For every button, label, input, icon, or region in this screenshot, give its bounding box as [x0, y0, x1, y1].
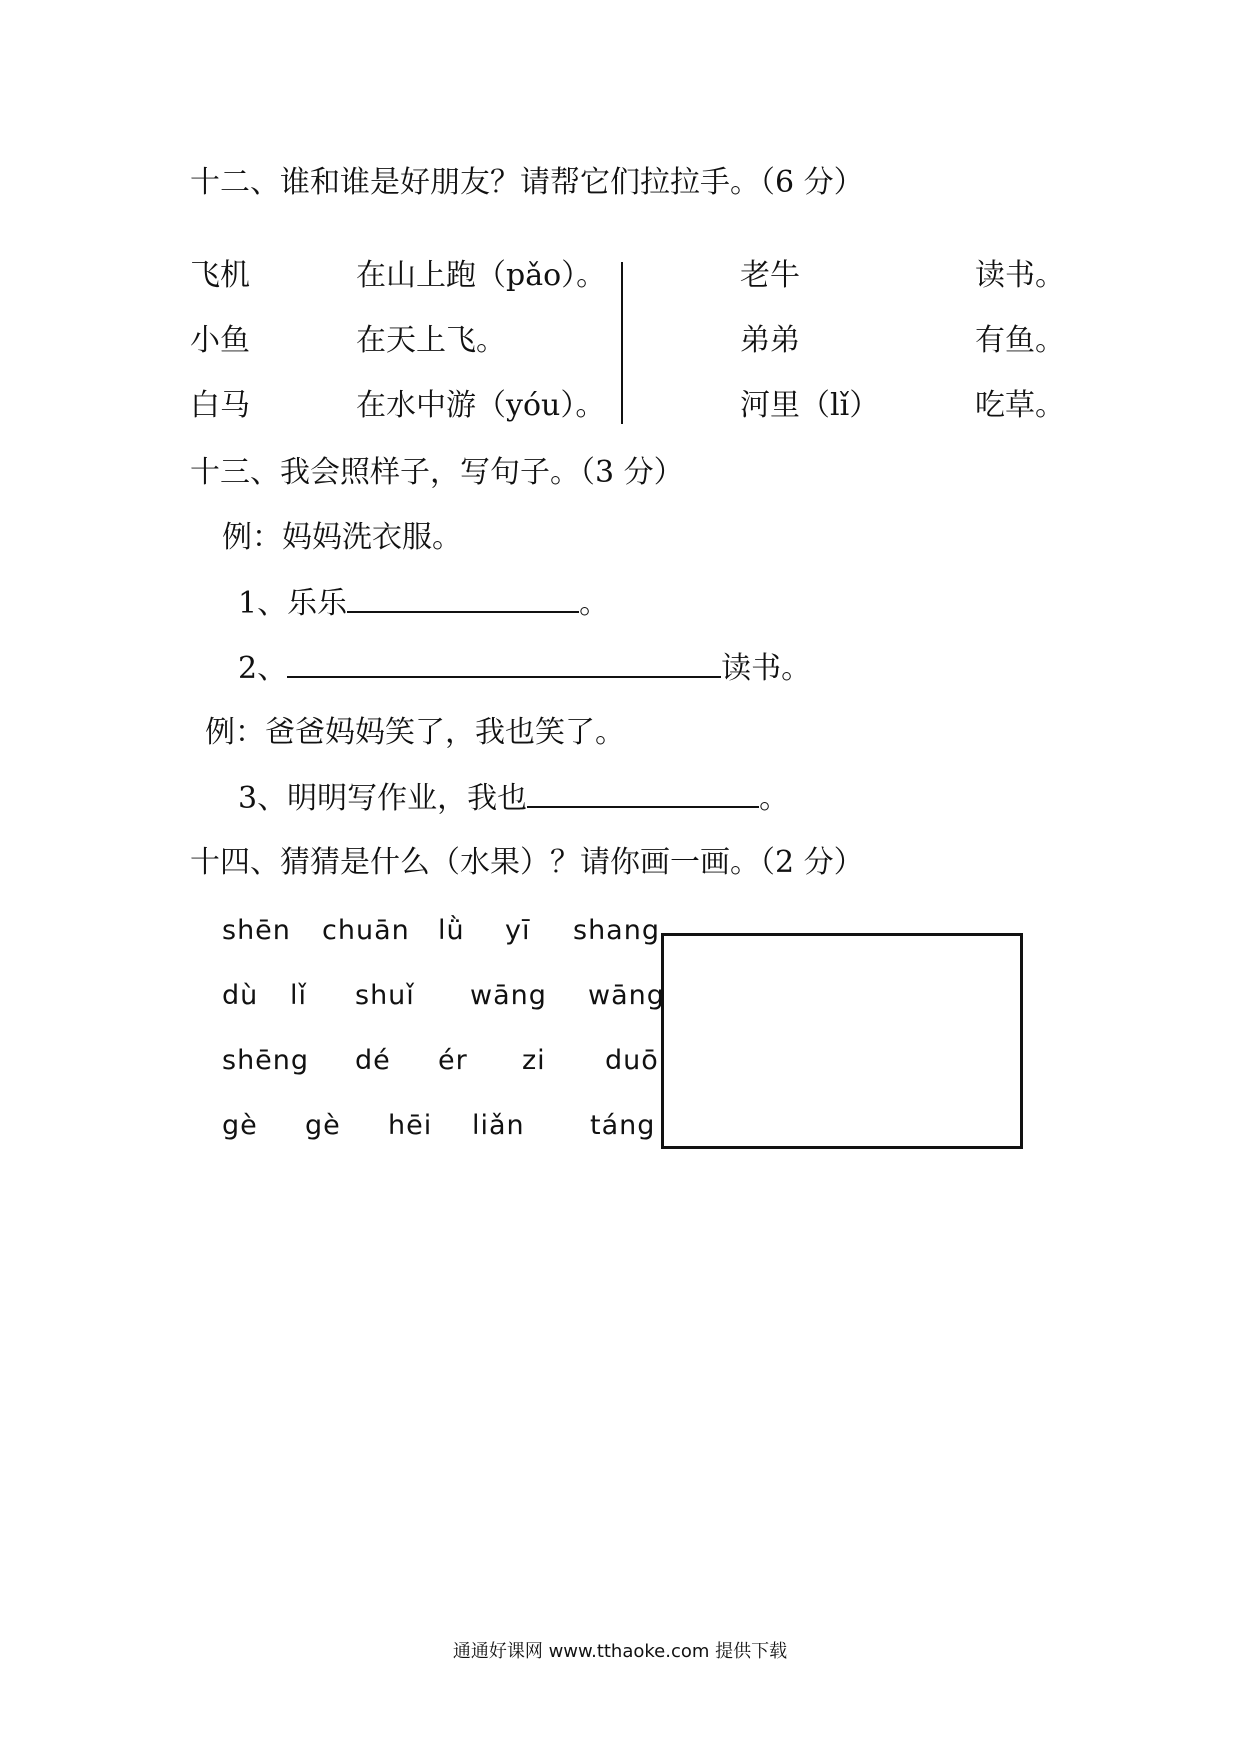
section-14-heading: 十四、猜猜是什么（水果）？请你画一画。（2 分） — [190, 845, 864, 880]
exercise-item-3 — [238, 780, 789, 817]
item-2-suffix: 读书。 — [721, 651, 812, 686]
item-1-prefix: 1、乐乐 — [238, 586, 348, 621]
example-1: 例：妈妈洗衣服。 — [222, 520, 462, 555]
riddle-row-4-word-1: gè — [222, 1110, 258, 1141]
right-predicate-3: 吃草。 — [975, 388, 1065, 423]
answer-blank-2[interactable] — [287, 650, 721, 678]
riddle-row-4-word-3: hēi — [388, 1110, 433, 1141]
example-2: 例：爸爸妈妈笑了，我也笑了。 — [205, 715, 625, 750]
section-13-heading: 十三、我会照样子，写句子。（3 分） — [190, 455, 684, 490]
right-predicate-2: 有鱼。 — [975, 323, 1065, 358]
answer-blank-3[interactable] — [527, 780, 759, 808]
left-subject-1: 飞机 — [190, 258, 250, 293]
riddle-row-4-word-4: liǎn — [472, 1110, 525, 1141]
left-predicate-3: 在水中游（yóu）。 — [356, 388, 606, 423]
riddle-row-4-word-2: gè — [305, 1110, 341, 1141]
riddle-row-1-word-5: shang — [573, 915, 660, 946]
section-12-heading: 十二、谁和谁是好朋友？请帮它们拉拉手。（6 分） — [190, 165, 864, 200]
left-predicate-2: 在天上飞。 — [356, 323, 506, 358]
riddle-row-3-word-5: duō — [605, 1045, 659, 1076]
page-footer: 通通好课网 www.tthaoke.com 提供下载 — [452, 1641, 788, 1662]
riddle-row-3-word-1: shēng — [222, 1045, 310, 1076]
left-subject-2: 小鱼 — [190, 323, 250, 358]
left-subject-3: 白马 — [190, 388, 250, 423]
riddle-row-3-word-3: ér — [438, 1045, 468, 1076]
riddle-row-2-word-3: shuǐ — [355, 980, 415, 1011]
exercise-item-2 — [238, 650, 811, 687]
exercise-item-1 — [238, 585, 609, 622]
item-2-prefix: 2、 — [238, 651, 288, 686]
right-predicate-1: 读书。 — [975, 258, 1065, 293]
riddle-row-4-word-5: táng — [590, 1110, 656, 1141]
item-3-prefix: 3、明明写作业，我也 — [238, 781, 528, 816]
answer-blank-1[interactable] — [347, 585, 579, 613]
right-subject-3: 河里（lǐ） — [740, 388, 880, 423]
riddle-row-2-word-5: wāng — [588, 980, 665, 1011]
riddle-row-1-word-1: shēn — [222, 915, 291, 946]
riddle-row-3-word-4: zi — [522, 1045, 546, 1076]
riddle-row-1-word-4: yī — [505, 915, 531, 946]
left-predicate-1: 在山上跑（pǎo）。 — [356, 258, 607, 293]
riddle-row-1-word-2: chuān — [322, 915, 410, 946]
right-subject-2: 弟弟 — [740, 323, 800, 358]
riddle-row-2-word-1: dù — [222, 980, 259, 1011]
item-3-suffix: 。 — [759, 781, 790, 816]
right-subject-1: 老牛 — [740, 258, 800, 293]
riddle-row-2-word-2: lǐ — [290, 980, 308, 1011]
column-divider — [621, 262, 623, 424]
riddle-row-1-word-3: lǜ — [438, 915, 465, 946]
riddle-row-3-word-2: dé — [355, 1045, 391, 1076]
riddle-row-2-word-4: wāng — [470, 980, 547, 1011]
drawing-answer-box[interactable] — [661, 933, 1023, 1149]
item-1-suffix: 。 — [579, 586, 610, 621]
